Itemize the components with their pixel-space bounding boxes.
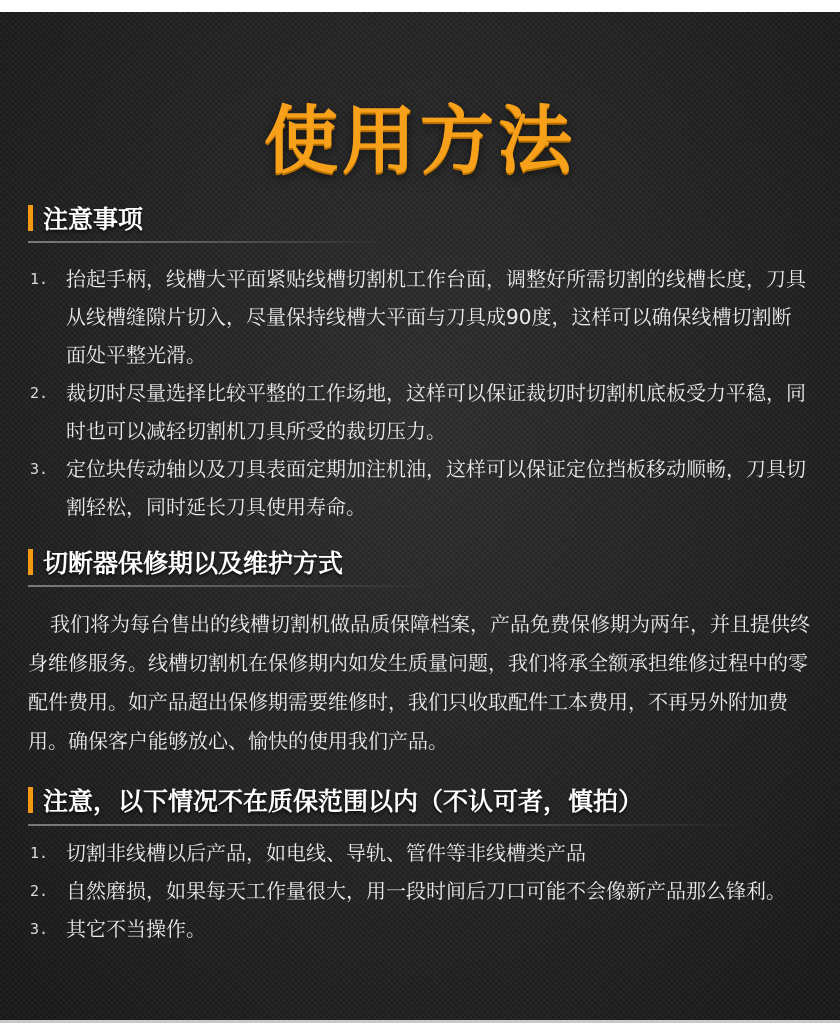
list-item [30,450,810,526]
list-item [30,374,810,450]
page-title: 使用方法 [264,98,576,184]
item-text: 切割非线槽以后产品，如电线、导轨、管件等非线槽类产品 [66,841,586,865]
section-title-warranty: 切断器保修期以及维护方式 [43,549,344,578]
item-text: 其它不当操作。 [66,917,206,941]
list-item [30,834,810,872]
item-number: 1. [30,844,49,862]
warranty-paragraph: 我们将为每台售出的线槽切割机做品质保障档案，产品免费保修期为两年，并且提供终身维修服务。线槽切割机在保修期内如发生质量问题，我们将承全额承担维修过程中的零配件费用。如产品超出保修期需要维修时，我们只收取配件工本费用，不再另外附加费用。确保客户能够放心、愉快的使用我们产品。 [28,612,810,753]
section-accent-bar [28,549,33,575]
section-divider [28,824,748,826]
section-accent-bar [28,205,33,231]
section-divider [28,241,388,243]
section-header-notes [28,200,143,236]
section-accent-bar [28,787,33,813]
item-text: 抬起手柄，线槽大平面紧贴线槽切割机工作台面，调整好所需切割的线槽长度，刀具从线槽缝隙片切入，尽量保持线槽大平面与刀具成90度，这样可以确保线槽切割断面处平整光滑。 [66,267,806,367]
notes-list [30,260,810,526]
item-text: 定位块传动轴以及刀具表面定期加注机油，这样可以保证定位挡板移动顺畅，刀具切割轻松，同时延长刀具使用寿命。 [66,457,806,519]
list-item [30,872,810,910]
item-number: 2. [30,882,49,900]
item-number: 1. [30,270,49,288]
item-text: 自然磨损，如果每天工作量很大，用一段时间后刀口可能不会像新产品那么锋利。 [66,879,786,903]
section-title-notes: 注意事项 [43,205,144,234]
list-item [30,260,810,374]
item-number: 2. [30,384,49,402]
item-text: 裁切时尽量选择比较平整的工作场地，这样可以保证裁切时切割机底板受力平稳，同时也可以减轻切割机刀具所受的裁切压力。 [66,381,806,443]
section-divider [28,585,428,587]
exclusions-list [30,834,810,948]
section-title-exclusions: 注意，以下情况不在质保范围以内（不认可者，慎拍） [43,787,644,816]
list-item [30,910,810,948]
instructions-panel [0,12,840,1023]
section-header-exclusions [28,782,643,818]
section-header-warranty [28,544,343,580]
item-number: 3. [30,460,49,478]
item-number: 3. [30,920,49,938]
